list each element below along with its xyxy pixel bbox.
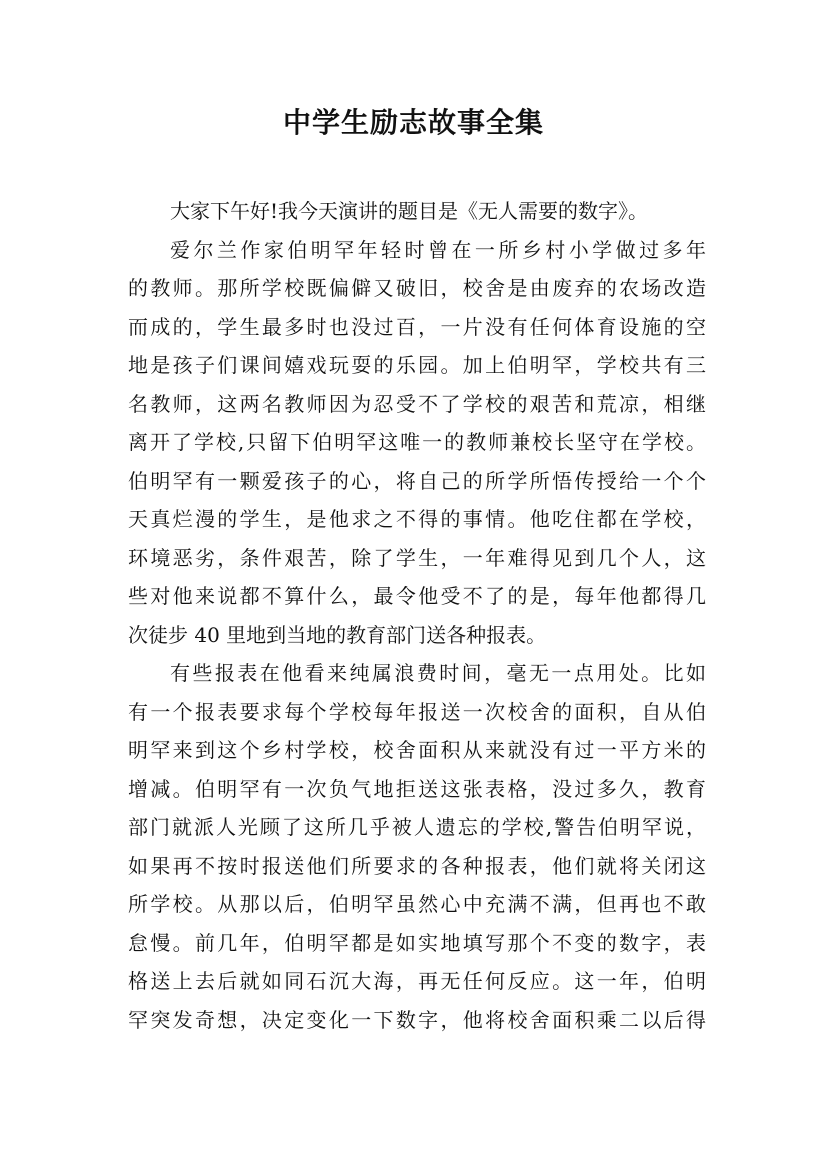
page-title: 中学生励志故事全集 bbox=[282, 106, 544, 139]
text-line: 大家下午好!我今天演讲的题目是《无人需要的数字》。 bbox=[170, 199, 649, 223]
text-line: 怠慢。前几年，伯明罕都是如实地填写那个不变的数字，表 bbox=[128, 930, 706, 955]
text-line: 的教师。那所学校既偏僻又破旧，校舍是由废弃的农场改造 bbox=[128, 276, 706, 300]
text-line: 明罕来到这个乡村学校，校舍面积从来就没有过一平方米的 bbox=[128, 738, 706, 762]
text-line: 增减。伯明罕有一次负气地拒送这张表格，没过多久，教育 bbox=[128, 776, 706, 801]
paragraph-reports bbox=[128, 654, 706, 1039]
text-line: 次徒步 40 里地到当地的教育部门送各种报表。 bbox=[128, 622, 547, 647]
text-line: 有些报表在他看来纯属浪费时间，毫无一点用处。比如 bbox=[170, 661, 706, 685]
text-line: 爱尔兰作家伯明罕年轻时曾在一所乡村小学做过多年 bbox=[170, 237, 706, 262]
text-line: 些对他来说都不算什么，最令他受不了的是，每年他都得几 bbox=[128, 584, 706, 608]
text-line: 离开了学校,只留下伯明罕这唯一的教师兼校长坚守在学校。 bbox=[128, 430, 706, 454]
text-line: 而成的，学生最多时也没过百，一片没有任何体育设施的空 bbox=[128, 314, 706, 339]
text-line: 天真烂漫的学生，是他求之不得的事情。他吃住都在学校， bbox=[128, 507, 706, 531]
text-line: 罕突发奇想，决定变化一下数字，他将校舍面积乘二以后得 bbox=[128, 1007, 706, 1032]
text-line: 所学校。从那以后，伯明罕虽然心中充满不满，但再也不敢 bbox=[128, 892, 706, 916]
paragraph-greeting bbox=[128, 192, 706, 231]
paragraph-story-intro bbox=[128, 231, 706, 655]
text-line: 名教师，这两名教师因为忍受不了学校的艰苦和荒凉，相继 bbox=[128, 391, 706, 416]
text-line: 有一个报表要求每个学校每年报送一次校舍的面积，自从伯 bbox=[128, 699, 706, 724]
text-line: 伯明罕有一颗爱孩子的心，将自己的所学所悟传授给一个个 bbox=[128, 468, 706, 493]
text-line: 格送上去后就如同石沉大海，再无任何反应。这一年，伯明 bbox=[128, 969, 706, 993]
text-line: 地是孩子们课间嬉戏玩耍的乐园。加上伯明罕，学校共有三 bbox=[128, 353, 706, 377]
document-body bbox=[128, 192, 706, 1039]
text-line: 部门就派人光顾了这所几乎被人遗忘的学校,警告伯明罕说， bbox=[128, 815, 706, 839]
text-line: 如果再不按时报送他们所要求的各种报表，他们就将关闭这 bbox=[128, 853, 706, 878]
text-line: 环境恶劣，条件艰苦，除了学生，一年难得见到几个人，这 bbox=[128, 545, 706, 570]
